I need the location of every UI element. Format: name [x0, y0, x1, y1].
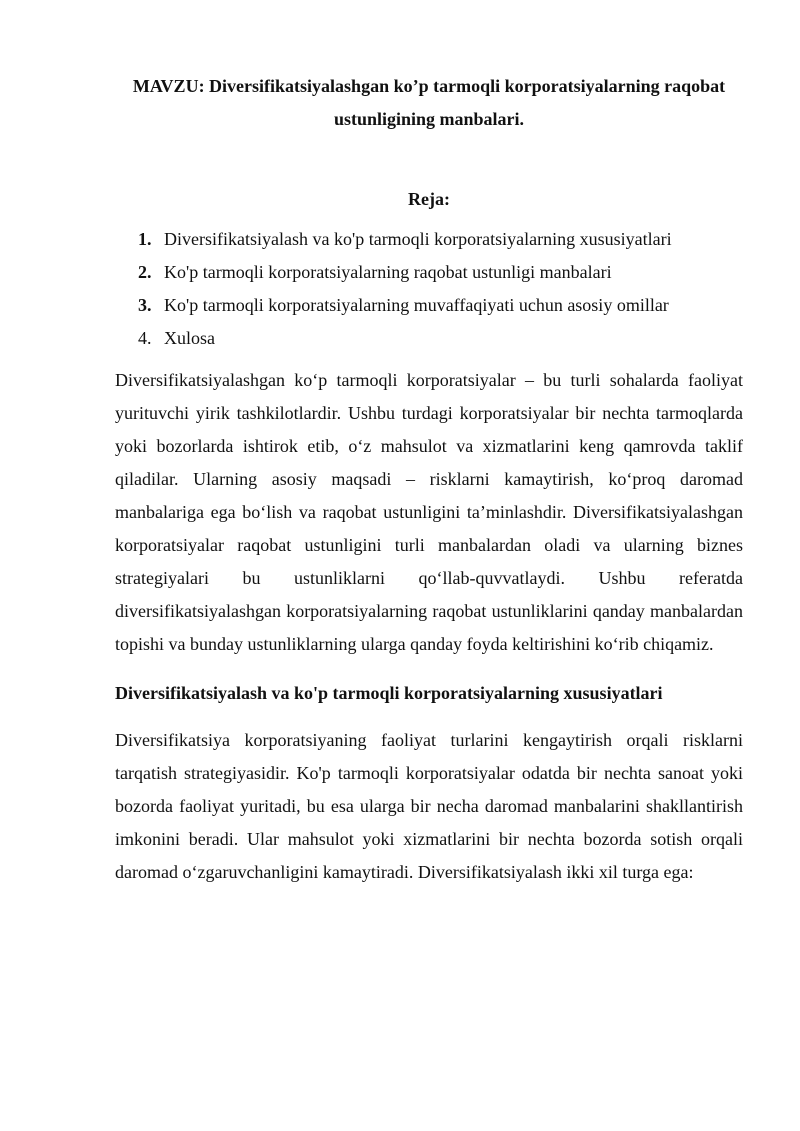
document-page — [115, 70, 743, 889]
plan-item — [138, 289, 743, 322]
plan-item-number: 3. — [138, 295, 152, 315]
plan-item — [138, 322, 743, 355]
plan-item — [138, 256, 743, 289]
plan-heading: Reja: — [408, 189, 450, 209]
plan-list — [115, 223, 743, 355]
section-heading: Diversifikatsiyalash va ko'p tarmoqli korporatsiyalarning xususiyatlari — [115, 683, 663, 703]
plan-item-number: 2. — [138, 262, 152, 282]
intro-paragraph: Diversifikatsiyalashgan ko‘p tarmoqli korporatsiyalar – bu turli sohalarda faoliyat yurituvchi yirik tashkilotlardir. Ushbu turdagi korporatsiyalar bir nechta tarmoqlarda yoki bozorlarda ishtirok etib, o‘z mahsulot va xizmatlarini keng qamrovda taklif qiladilar. Ularning asosiy maqsadi – risklarni kamaytirish, ko‘proq daromad manbalariga ega bo‘lish va raqobat ustunligini ta’minlashdir. Diversifikatsiyalashgan korporatsiyalar raqobat ustunligini turli manbalardan oladi va ularning biznes strategiyalari bu ustunliklarni qo‘llab-quvvatlaydi. Ushbu referatda diversifikatsiyalashgan korporatsiyalarning raqobat ustunliklarini qanday manbalardan topishi va bunday ustunliklarning ularga qanday foyda keltirishini ko‘rib chiqamiz. — [115, 370, 743, 654]
plan-item-text: Xulosa — [164, 328, 215, 348]
plan-item-text: Ko'p tarmoqli korporatsiyalarning raqobat ustunligi manbalari — [164, 262, 612, 282]
plan-item-text: Ko'p tarmoqli korporatsiyalarning muvaffaqiyati uchun asosiy omillar — [164, 295, 669, 315]
section-paragraph: Diversifikatsiya korporatsiyaning faoliyat turlarini kengaytirish orqali risklarni tarqatish strategiyasidir. Ko'p tarmoqli korporatsiyalar odatda bir nechta sanoat yoki bozorda faoliyat yuritadi, bu esa ularga bir necha daromad manbalarini shakllantirish imkonini beradi. Ular mahsulot yoki xizmatlarini bir nechta bozorda sotish orqali daromad o‘zgaruvchanligini kamaytiradi. Diversifikatsiyalash ikki xil turga ega: — [115, 730, 743, 882]
plan-item-number: 1. — [138, 229, 152, 249]
plan-item-number: 4. — [138, 328, 152, 348]
document-title: MAVZU: Diversifikatsiyalashgan ko’p tarmoqli korporatsiyalarning raqobat ustunligining manbalari. — [132, 76, 726, 129]
plan-item — [138, 223, 743, 256]
plan-item-text: Diversifikatsiyalash va ko'p tarmoqli korporatsiyalarning xususiyatlari — [164, 229, 672, 249]
